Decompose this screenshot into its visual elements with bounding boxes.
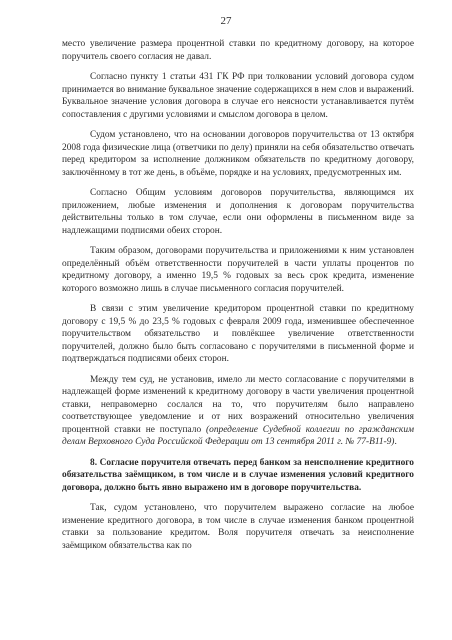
court-ruling-text: Между тем суд, не установив, имело ли место согласование с поручителями в надлежащей форме изменений к кредитному договору в части увеличения процентной ставки, неправомерно сослался на то, что поручителям было направлено соответствующее уведомление и от них возражений относительно увеличения процентной ставки не поступало (62, 374, 414, 435)
court-citation: (определение Судебной коллегии по гражданским делам Верховного Суда Российской Федерации от 13 сентября 2011 г. № 77-В11-9) (62, 424, 414, 447)
paragraph-surety-consent: Так, судом установлено, что поручителем выражено согласие на любое изменение кредитного договора, в том числе в случае изменения банком процентной ставки за пользование кредитом. Воля поручителя отвечать за неисполнение заёмщиком обязательства как по (62, 503, 414, 551)
section-heading-8 (62, 457, 414, 495)
page-number: 27 (220, 15, 232, 27)
document-body (62, 38, 414, 560)
paragraph-surety-agreements: Судом установлено, что на основании договоров поручительства от 13 октября 2008 года физические лица (ответчики по делу) приняли на себя обязательство отвечать перед кредитором за исполнение должником обязательств по кредитному договору, заключённому в тот же день, в объёме, порядке и на условиях, предусмотренных им. (62, 130, 414, 178)
paragraph-continuation: место увеличение размера процентной ставки по кредитному договору, на которое поручитель своего согласия не давал. (62, 39, 414, 62)
section-heading-text: 8. Согласие поручителя отвечать перед банком за неисполнение кредитного обязательства заёмщиком, в том числе и в случае изменения условий кредитного договора, должно быть явно выражено им в договоре поручительства. (62, 457, 414, 493)
paragraph-rate-increase: В связи с этим увеличение кредитором процентной ставки по кредитному договору с 19,5 % до 23,5 % годовых с февраля 2009 года, изменившее обеспеченное поручительством обязательство и повлёкшее увеличение ответственности поручителей, должно было быть согласовано с поручителями в письменной форме и подтверждаться подписями обеих сторон. (62, 304, 414, 364)
paragraph-liability-scope: Таким образом, договорами поручительства и приложениями к ним установлен определённый объём ответственности поручителей в части уплаты процентов по кредитному договору, а именно 19,5 % годовых за весь срок кредита, изменение которого возможно лишь в случае письменного согласия поручителей. (62, 246, 414, 294)
court-ruling-tail: . (394, 437, 397, 447)
paragraph-general-conditions: Согласно Общим условиям договоров поручительства, являющимся их приложением, любые изменения и дополнения к договорам поручительства действительны только в том случае, если они оформлены в письменном виде за надлежащими подписями обеих сторон. (62, 188, 414, 236)
paragraph-court-ruling (62, 374, 414, 449)
paragraph-article-431: Согласно пункту 1 статьи 431 ГК РФ при толковании условий договора судом принимается во внимание буквальное значение содержащихся в нем слов и выражений. Буквальное значение условия договора в случае его неясности устанавливается путём сопоставления с другими условиями и смыслом договора в целом. (62, 72, 414, 120)
